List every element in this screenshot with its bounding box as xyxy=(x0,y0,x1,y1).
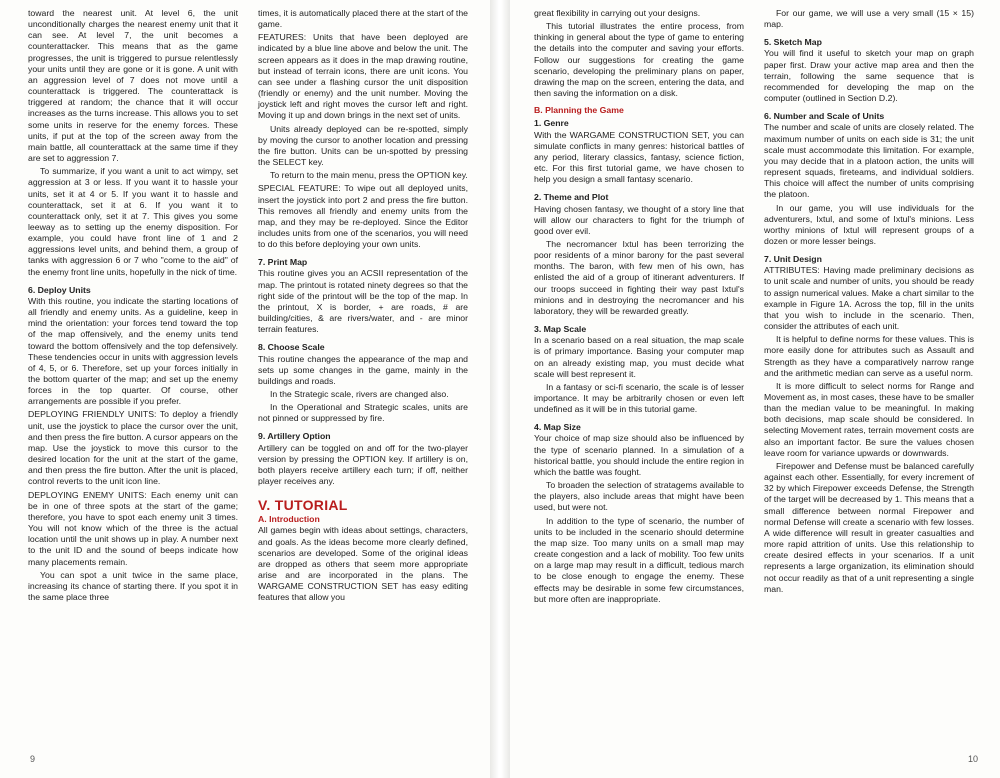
paragraph: SPECIAL FEATURE: To wipe out all deployed units, insert the joystick into port 2 and press the fire button. This removes all friendly and enemy units from the map, and they may be re-deployed. Since the Editor includes units from one of the scenarios, you will need to do this before deploying your own units. xyxy=(258,183,468,250)
paragraph: With the WARGAME CONSTRUCTION SET, you can simulate conflicts in many genres: historical battles of any period, literary classics, fantasy, science fiction, etc. For this first tutorial game, we have chosen to help you design a small fantasy scenario. xyxy=(534,129,744,185)
section-heading-print-map: 7. Print Map xyxy=(258,257,308,268)
paragraph: You can spot a unit twice in the same place, increasing its chance of starting there. If you spot it in the same place three xyxy=(28,569,238,602)
paragraph: In the Strategic scale, rivers are changed also. xyxy=(270,389,449,399)
paragraph: With this routine, you indicate the starting locations of all friendly and enemy units. As a guideline, keep in mind the orientation: your forces tend toward the top of the map offensively, and the enemy units tend toward the bottom offensively and the top defensively. These tendencies occur in units with aggression levels of 4, 5, or 6. Therefore, set up your forces initially in the bottom quarter of the map; and set up the enemy forces in the top quarter. Of course, other arrangements are possible if you prefer. xyxy=(28,295,238,407)
column-1 xyxy=(28,8,238,605)
paragraph: ATTRIBUTES: Having made preliminary decisions as to unit scale and number of units, you should be ready to assign numerical values. Make a chart similar to the example in Figure 1A. Across the top, fill in the units that you wish to include in the scenario. Then, consider the attributes of each unit. xyxy=(764,265,974,332)
page-number-right: 10 xyxy=(967,754,978,764)
paragraph: For our game, we will use a very small (15 × 15) map. xyxy=(764,8,974,30)
section-heading-theme-and-plot: 2. Theme and Plot xyxy=(534,192,609,203)
paragraph: In a fantasy or sci-fi scenario, the scale is of lesser importance. It may be arbitrarily chosen or even left undefined as it will be in this tutorial game. xyxy=(534,381,744,415)
page-number-left: 9 xyxy=(30,754,36,764)
section-heading-choose-scale: 8. Choose Scale xyxy=(258,342,325,353)
section-heading-map-scale: 3. Map Scale xyxy=(534,324,587,335)
section-heading-number-and-scale: 6. Number and Scale of Units xyxy=(764,111,885,122)
paragraph: Your choice of map size should also be influenced by the type of scenario planned. In a simulation of a historical battle, you should include the entire region in which the battle was fought. xyxy=(534,433,744,477)
book-gutter xyxy=(490,0,510,778)
section-heading-deploy-units: 6. Deploy Units xyxy=(28,284,91,295)
chapter-heading-tutorial: V. TUTORIAL xyxy=(258,497,348,514)
column-3 xyxy=(534,8,744,607)
paragraph: Units already deployed can be re-spotted, simply by moving the cursor to another location and pressing the fire button. Units can be un-spotted by pressing the SELECT key. xyxy=(258,123,468,168)
paragraph: The number and scale of units are closely related. The maximum number of units on each side is 31; the unit scale must accommodate this limitation. For example, you may decide that in a platoon action, the units will represent squads, fireteams, and individual soldiers. This choice will affect the number of units comprising the platoon. xyxy=(764,122,974,200)
paragraph: To summarize, if you want a unit to act wimpy, set aggression at 3 or less. If you want it to hassle your units, set it at 4 or 5. If you want it to hassle and counterattack, set it at 6. If you want it to counterattack only, set it at 7. This gives you some leeway as to setting up the enemy disposition. For example, you could have front line of 1 and 2 aggressions level units, and behind them, a group of tanks with aggression 6 or 7 who "come to the aid" of the enemy front line units, hopefully in the nick of time. xyxy=(28,166,238,277)
section-heading-introduction: A. Introduction xyxy=(258,514,320,525)
paragraph: To return to the main menu, press the OPTION key. xyxy=(270,170,468,181)
paragraph: DEPLOYING ENEMY UNITS: Each enemy unit can be in one of three spots at the start of the game; therefore, you have to spot each enemy unit 3 times. You will not know which of the three is the actual location until the unit shows up in play. A number next to the unit ID and the sound of beeps indicate how many placements remain. xyxy=(28,489,238,567)
paragraph: toward the nearest unit. At level 6, the unit unconditionally charges the nearest enemy unit that it can see. At level 7, the unit becomes a counterattacker. This means that as the game progresses, the unit is triggered to pursue relentlessly your units until they are gone or it is gone. A unit with an aggression level of 7 does not move until a counterattack is triggered. The counterattack is triggered at random; the chance that it will occur increases as the turns increase. This allows you to set some units in reserve for the enemy forces. These units, if put at the top of the screen away from the main battle, all counterattack at the same time if they are set to aggression 7. xyxy=(28,8,238,164)
paragraph: In the Operational and Strategic scales, units are not pinned or suppressed by fire. xyxy=(258,402,468,424)
paragraph: Artillery can be toggled on and off for the two-player version by pressing the OPTION key. If artillery is on, both players receive artillery each turn; if off, neither player receives any. xyxy=(258,442,468,487)
paragraph: In addition to the type of scenario, the number of units to be included in the scenario should determine the map size. Too many units on a small map may create congestion and a lack of mobility. Too few units on a large map may result in a difficult, tedious march to be close enough to engage the enemy. These effects may be desirable in some few circumstances, but more often are inappropriate. xyxy=(534,515,744,604)
paragraph: To broaden the selection of stratagems available to the players, also include areas that might have been used, but were not. xyxy=(534,480,744,513)
paragraph: FEATURES: Units that have been deployed are indicated by a blue line above and below the unit. The screen appears as it does in the map drawing routine, but instead of terrain icons, there are unit icons. You can see under a flashing cursor the unit disposition (friendly or enemy) and the unit number. Moving the joystick left and right moves the cursor left and right. Moving it up and down brings in the next set of units. xyxy=(258,32,468,121)
paragraph: All games begin with ideas about settings, characters, and goals. As the ideas become more clearly defined, scenarios are developed. Some of the original ideas are dropped as others that seem more appropriate arise and are incorporated in the plans. The WARGAME CONSTRUCTION SET has easy editing features that allow you xyxy=(258,525,468,603)
section-heading-sketch-map: 5. Sketch Map xyxy=(764,37,822,48)
section-heading-map-size: 4. Map Size xyxy=(534,422,581,433)
paragraph: This tutorial illustrates the entire process, from thinking in general about the type of game to entering the details into the computer and saving your efforts. Follow our suggestions for creating the game scenario, developing the preliminary plans on paper, drawing the map on the screen, entering the data, and then saving the information on a disk. xyxy=(534,21,744,99)
paragraph: Having chosen fantasy, we thought of a story line that will allow our characters to fight for the triumph of good over evil. xyxy=(534,203,744,236)
paragraph: In a scenario based on a real situation, the map scale is of primary importance. Basing your computer map on an already existing map, you must decide what scale will best represent it. xyxy=(534,335,744,379)
section-heading-planning-the-game: B. Planning the Game xyxy=(534,105,624,116)
section-heading-unit-design: 7. Unit Design xyxy=(764,254,822,265)
left-page xyxy=(0,0,490,778)
paragraph: In our game, you will use individuals for the adventurers, Ixtul, and some of Ixtul's minions. Less worthy minions of Ixtul will represent groups of a dozen or more lesser beings. xyxy=(764,202,974,246)
paragraph: DEPLOYING FRIENDLY UNITS: To deploy a friendly unit, use the joystick to place the cursor over the unit, and then press the fire button. A cursor appears on the map. Use the joystick to move this cursor to the desired location for the unit at the start of the game, and then press the fire button. After the unit is placed, control reverts to the unit icon line. xyxy=(28,409,238,487)
paragraph: It is more difficult to select norms for Range and Movement as, in most cases, these have to be smaller than the median value to be meaningful. In making both decisions, map scale should be considered. In selecting Movement rates, terrain movement costs are also an important factor. Be sure the values chosen leave room for variance upwards or downwards. xyxy=(764,380,974,458)
column-2 xyxy=(258,8,468,606)
section-heading-artillery-option: 9. Artillery Option xyxy=(258,431,331,442)
paragraph: It is helpful to define norms for these values. This is more easily done for attributes such as Assault and Strength as they have a comparatively narrow range and the arithmetic median can serve as a useful norm. xyxy=(764,334,974,378)
paragraph: Firepower and Defense must be balanced carefully against each other. Essentially, for every increment of 32 by which Firepower exceeds Defense, the Strength of the target will be decreased by 1. This means that a small difference between normal Firepower and normal Defense will create a scenario with few losses. A wide difference will result in greater casualties and more rapid attrition of units. Use this relationship to create desired effects in your scenarios. If a unit represents a large organization, its elimination should not occur readily as that of a unit representing a single man. xyxy=(764,460,974,594)
paragraph: This routine changes the appearance of the map and sets up some changes in the game, mainly in the buildings and roads. xyxy=(258,353,468,386)
paragraph: This routine gives you an ACSII representation of the map. The printout is rotated ninety degrees so that the right side of the printout will be the top of the map. In the printout, X is border, + are roads, # are building/cities, & are rivers/water, and - are minor terrain features. xyxy=(258,268,468,335)
paragraph: You will find it useful to sketch your map on graph paper first. Draw your active map area and then the terrain, following the same sequence that is recommended for developing the map on the computer (outlined in Section D.2). xyxy=(764,48,974,104)
paragraph: great flexibility in carrying out your designs. xyxy=(534,8,701,18)
column-4 xyxy=(764,8,974,597)
paragraph: The necromancer Ixtul has been terrorizing the poor residents of a minor barony for the past several months. The baron, with few men of his own, has enlisted the aid of a group of itinerant adventurers. If our troops succeed in fighting their way past Ixtul's minions and in destroying the necromancer and his laboratory, they will be rewarded greatly. xyxy=(534,238,744,316)
paragraph: times, it is automatically placed there at the start of the game. xyxy=(258,8,468,30)
right-page xyxy=(510,0,1000,778)
section-heading-genre: 1. Genre xyxy=(534,118,569,129)
